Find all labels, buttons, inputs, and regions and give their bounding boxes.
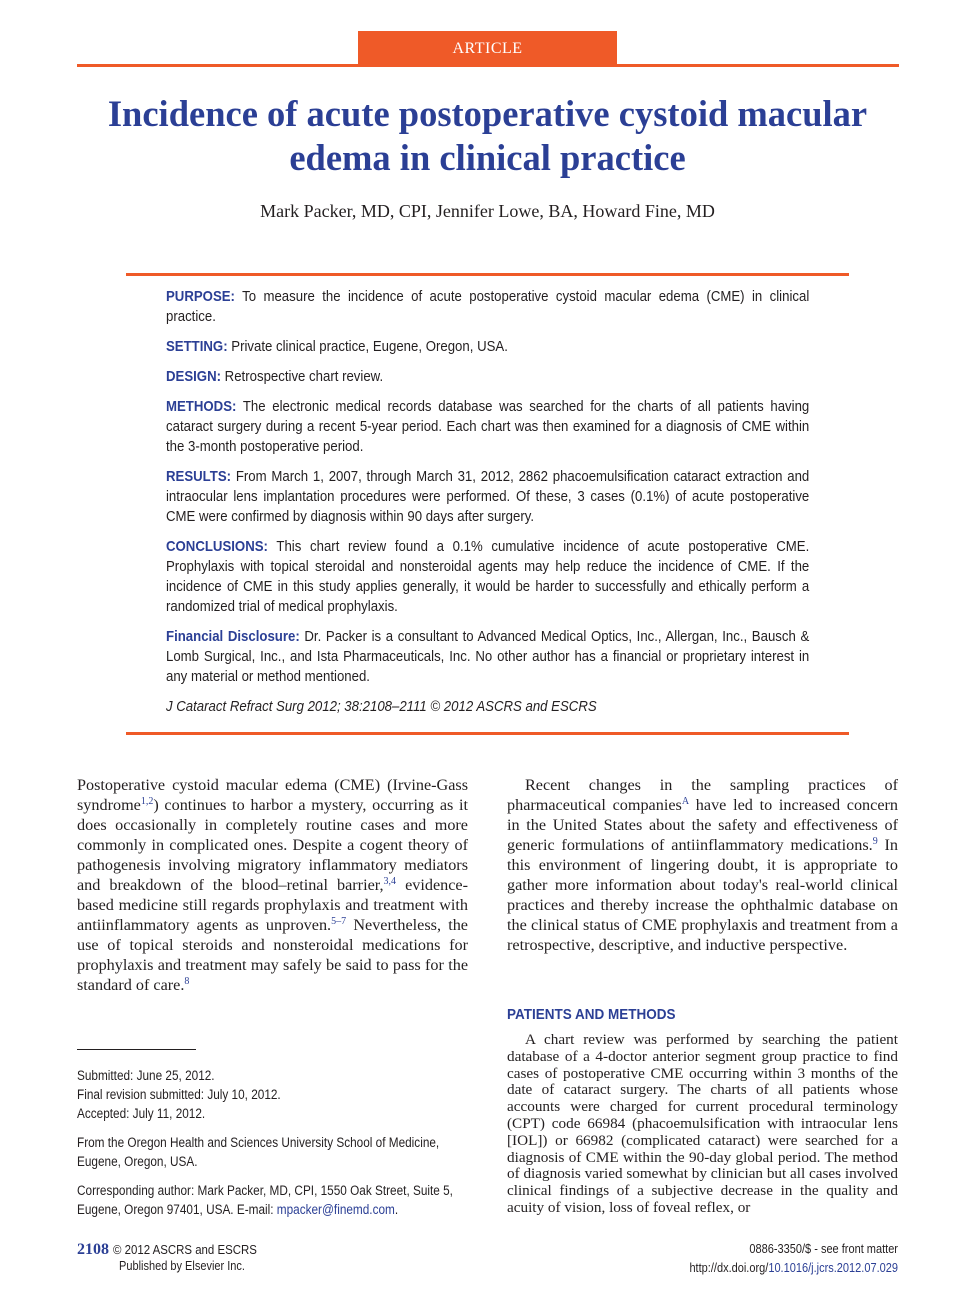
results-label: RESULTS:: [166, 468, 232, 485]
corresponding-paragraph: [77, 1181, 469, 1219]
article-type-tab: ARTICLE: [358, 31, 617, 65]
email-end: .: [394, 1202, 399, 1217]
abstract: [166, 287, 809, 727]
methods-paragraph: [507, 1032, 898, 1217]
footer-right: [661, 1240, 898, 1278]
doi-prefix: http://dx.doi.org/: [689, 1261, 769, 1275]
ref-3-4[interactable]: 3,4: [383, 876, 397, 887]
intro-text-1: Postoperative cystoid macular edema (CME) (Irvine-Gass syndrome: [77, 776, 468, 814]
ref-A[interactable]: A: [681, 796, 690, 807]
second-text-1: Recent changes in the sampling practices of pharmaceutical companies: [507, 776, 898, 814]
conclusions-label: CONCLUSIONS:: [166, 538, 268, 555]
ref-8[interactable]: 8: [184, 976, 190, 987]
revision-date: Final revision submitted: July 10, 2012.: [77, 1087, 281, 1102]
article-title: Incidence of acute postoperative cystoid macular edema in clinical practice: [107, 93, 868, 178]
abstract-top-divider: [126, 273, 849, 276]
purpose-text: To measure the incidence of acute postoperative cystoid macular edema (CME) in clinical practice.: [166, 288, 810, 325]
intro-text-4: Nevertheless, the use of topical steroids and nonsteroidal medications for prophylaxis and treatment may safely be said to pass for the standard of care.: [77, 916, 468, 994]
corresponding-text: Corresponding author: Mark Packer, MD, CPI, 1550 Oak Street, Suite 5, Eugene, Oregon 97401, USA. E-mail:: [77, 1183, 453, 1217]
abstract-conclusions: [166, 537, 809, 617]
intro-text-2: ) continues to harbor a mystery, occurring as it does occasionally in completely routine cases and more commonly in complicated ones. Despite a cogent theory of pathogenesis involving migratory inflammatory mediators and breakdown of the blood–retinal barrier,: [77, 796, 468, 894]
section-heading: PATIENTS AND METHODS: [507, 1006, 676, 1023]
abstract-design: [166, 367, 809, 387]
methods-text: The electronic medical records database was searched for the charts of all patients having cataract surgery during a recent 5-year period. Each chart was then examined for a diagnosis of CME within the 3-month postoperative period.: [166, 398, 810, 455]
second-text-3: In this environment of lingering doubt, it is appropriate to gather more information about today's real-world clinical practices and thereby increase the ophthalmic database on the clinical status of CME prophylaxis and treatment from a retrospective, descriptive, and inductive perspective.: [507, 836, 899, 954]
submitted-date: Submitted: June 25, 2012.: [77, 1068, 215, 1083]
disclosure-label: Financial Disclosure:: [166, 628, 300, 645]
abstract-setting: [166, 337, 809, 357]
doi-link[interactable]: 10.1016/j.jcrs.2012.07.029: [768, 1261, 898, 1275]
email-link[interactable]: mpacker@finemd.com: [276, 1202, 395, 1217]
footer-left: [77, 1240, 276, 1259]
top-divider: [77, 64, 899, 67]
design-label: DESIGN:: [166, 368, 222, 385]
issn: 0886-3350/$ - see front matter: [749, 1242, 898, 1256]
ref-5-7[interactable]: 5–7: [331, 916, 347, 927]
footer-publisher: Published by Elsevier Inc.: [119, 1259, 245, 1273]
setting-label: SETTING:: [166, 338, 228, 355]
setting-text: Private clinical practice, Eugene, Oregon, USA.: [231, 338, 508, 355]
footnote-affiliation: [77, 1133, 469, 1171]
intro-text-3: evidence-based medicine still regards prophylaxis and treatment with antiinflammatory agents as unproven.: [77, 876, 468, 934]
footer-copyright: © 2012 ASCRS and ESCRS: [112, 1242, 257, 1257]
second-text-2: have led to increased concern in the United States about the safety and effectiveness of generic formulations of antiinflammatory medications.: [507, 796, 898, 854]
purpose-label: PURPOSE:: [166, 288, 235, 305]
body-column-left: [77, 775, 468, 995]
abstract-disclosure: [166, 627, 809, 687]
abstract-results: [166, 467, 809, 527]
abstract-bottom-divider: [126, 732, 849, 735]
page-number: 2108: [77, 1241, 109, 1258]
second-paragraph: [507, 775, 898, 955]
ref-1-2[interactable]: 1,2: [140, 796, 154, 807]
methods-label: METHODS:: [166, 398, 237, 415]
footnote-dates: [77, 1066, 469, 1123]
ref-9[interactable]: 9: [872, 836, 878, 847]
abstract-purpose: [166, 287, 809, 327]
footnote-corresponding: [77, 1181, 469, 1219]
conclusions-text: This chart review found a 0.1% cumulative incidence of acute postoperative CME. Prophylaxis with topical steroidal and nonsteroidal agents may help reduce the incidence of CME. If the incidence of CME in this study applies generally, it would be harder to successfully and ethically perform a randomized trial of medical prophylaxis.: [166, 538, 810, 615]
accepted-date: Accepted: July 11, 2012.: [77, 1106, 206, 1121]
abstract-methods: [166, 397, 809, 457]
doi-line: [689, 1259, 898, 1278]
footnote-divider: [77, 1049, 196, 1050]
affiliation-text: From the Oregon Health and Sciences University School of Medicine, Eugene, Oregon, USA.: [77, 1135, 440, 1169]
results-text: From March 1, 2007, through March 31, 2012, 2862 phacoemulsification cataract extraction and intraocular lens implantation procedures were performed. Of these, 3 cases (0.1%) of acute postoperative CME were confirmed by diagnosis within 90 days after surgery.: [166, 468, 810, 525]
disclosure-text: Dr. Packer is a consultant to Advanced Medical Optics, Inc., Allergan, Inc., Bausch & Lomb Surgical, Inc., and Ista Pharmaceuticals, Inc. No other author has a financial or proprietary interest in any material or method mentioned.: [166, 628, 810, 685]
methods-text: A chart review was performed by searching the patient database of a 4-doctor anterior segment group practice to find cases of postoperative CME occurring within 3 months of the date of cataract surgery. The charts of all patients whose accounts were charged for current procedural terminology (CPT) code 66984 (phacoemulsification with intraocular lens [IOL]) or 66982 (complicated cataract) were searched for a diagnosis of CME within the 90-day global period. The method of diagnosis varied somewhat by clinician but all cases involved clinical findings of a subjective decrease in the quality and acuity of vision, loss of foveal reflex, or: [507, 1031, 898, 1216]
citation: J Cataract Refract Surg 2012; 38:2108–2111 © 2012 ASCRS and ESCRS: [166, 698, 597, 715]
body-column-right: [507, 775, 898, 955]
author-list: Mark Packer, MD, CPI, Jennifer Lowe, BA, Howard Fine, MD: [260, 201, 715, 221]
design-text: Retrospective chart review.: [224, 368, 384, 385]
intro-paragraph: [77, 775, 468, 995]
